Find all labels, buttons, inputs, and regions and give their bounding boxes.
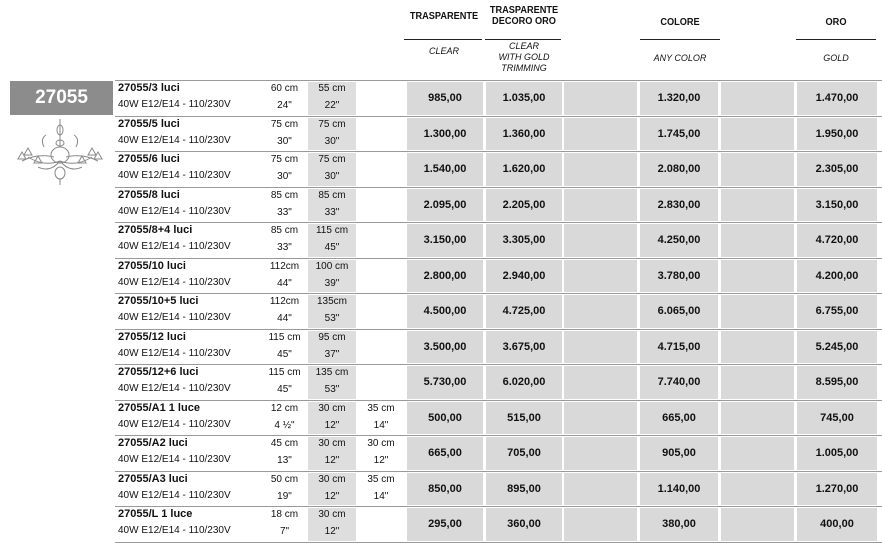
price-gold: 1.270,00 — [815, 483, 859, 495]
model-name: 27055/6 luci — [118, 153, 180, 165]
header-rule-trasparente — [404, 39, 482, 40]
header-rule-colore — [640, 39, 720, 40]
row-separator — [115, 329, 882, 330]
model-name: 27055/10+5 luci — [118, 295, 199, 307]
dim-2-cm: 95 cm — [318, 332, 346, 343]
row-separator — [115, 258, 882, 259]
dim-1-in: 7" — [279, 526, 290, 537]
dim-1-in: 24" — [277, 100, 292, 111]
price-clear-gold: 1.035,00 — [502, 92, 546, 104]
price-cell-bg — [721, 224, 794, 257]
price-any-color: 7.740,00 — [657, 376, 701, 388]
dim-2-in: 33" — [324, 207, 340, 218]
price-clear-gold: 705,00 — [507, 447, 541, 459]
model-name: 27055/A3 luci — [118, 473, 188, 485]
price-any-color: 665,00 — [662, 412, 696, 424]
price-clear-gold: 2.940,00 — [502, 270, 546, 282]
price-clear: 665,00 — [428, 447, 462, 459]
model-name: 27055/A1 1 luce — [118, 402, 200, 414]
row-separator — [115, 471, 882, 472]
model-spec: 40W E12/E14 - 110/230V — [118, 170, 231, 181]
price-cell-bg — [721, 437, 794, 470]
dim-2-in: 12" — [324, 455, 340, 466]
dim-1-cm: 45 cm — [270, 438, 299, 449]
subheader-any-color: ANY COLOR — [653, 53, 707, 63]
price-cell-bg — [564, 437, 637, 470]
dim-2-cm: 75 cm — [318, 154, 346, 165]
dim-1-cm: 115 cm — [268, 367, 301, 378]
row-separator — [115, 435, 882, 436]
price-clear: 2.800,00 — [423, 270, 467, 282]
model-name: 27055/8+4 luci — [118, 224, 193, 236]
dim-3-cm: 35 cm — [367, 474, 395, 485]
price-gold: 1.005,00 — [815, 447, 859, 459]
price-any-color: 905,00 — [662, 447, 696, 459]
dim-1-in: 19" — [277, 491, 292, 502]
dim-2-in: 30" — [324, 136, 340, 147]
dim-1-cm: 112cm — [269, 261, 300, 272]
price-any-color: 3.780,00 — [657, 270, 701, 282]
dim-3-in: 14" — [373, 491, 389, 502]
price-cell-bg — [721, 473, 794, 505]
dim-2-cm: 85 cm — [318, 190, 346, 201]
dim-3-cm: 30 cm — [367, 438, 395, 449]
row-separator — [115, 293, 882, 294]
price-cell-bg — [564, 82, 637, 115]
model-spec: 40W E12/E14 - 110/230V — [118, 277, 231, 288]
dim-1-cm: 112cm — [269, 296, 300, 307]
dim-1-cm: 75 cm — [270, 119, 299, 130]
price-clear: 5.730,00 — [423, 376, 467, 388]
price-gold: 5.245,00 — [815, 341, 859, 353]
price-gold: 3.150,00 — [815, 199, 859, 211]
dim-1-cm: 12 cm — [270, 403, 299, 414]
price-clear: 1.300,00 — [423, 128, 467, 140]
chandelier-image — [14, 117, 106, 189]
price-gold: 1.950,00 — [815, 128, 859, 140]
price-clear: 2.095,00 — [423, 199, 467, 211]
price-any-color: 4.715,00 — [657, 341, 701, 353]
price-cell-bg — [721, 153, 794, 186]
dim-2-cm: 30 cm — [318, 509, 346, 520]
header-decoro-oro-line1: TRASPARENTE — [489, 5, 559, 16]
dim-2-in: 37" — [324, 349, 340, 360]
price-cell-bg — [564, 118, 637, 150]
dim-1-in: 30" — [277, 171, 292, 182]
model-spec: 40W E12/E14 - 110/230V — [118, 490, 231, 501]
price-any-color: 2.830,00 — [657, 199, 701, 211]
header-trasparente: TRASPARENTE — [409, 11, 479, 22]
price-clear-gold: 1.360,00 — [502, 128, 546, 140]
dim-1-in: 45" — [277, 349, 292, 360]
dim-2-cm: 30 cm — [318, 474, 346, 485]
price-cell-bg — [721, 189, 794, 221]
product-code-badge: 27055 — [10, 81, 113, 115]
subheader-clear-gold-1: CLEAR — [508, 41, 539, 51]
header-decoro-oro-line2: DECORO ORO — [492, 16, 556, 27]
price-clear: 1.540,00 — [423, 163, 467, 175]
dim-2-cm: 30 cm — [318, 438, 346, 449]
dim-2-in: 22" — [324, 100, 340, 111]
row-separator — [115, 542, 882, 543]
model-name: 27055/A2 luci — [118, 437, 188, 449]
price-any-color: 1.320,00 — [657, 92, 701, 104]
price-gold: 6.755,00 — [815, 305, 859, 317]
model-name: 27055/8 luci — [118, 189, 180, 201]
dim-3-in: 12" — [373, 455, 389, 466]
model-spec: 40W E12/E14 - 110/230V — [118, 419, 231, 430]
row-separator — [115, 116, 882, 117]
price-cell-bg — [564, 295, 637, 328]
model-spec: 40W E12/E14 - 110/230V — [118, 348, 231, 359]
row-separator — [115, 364, 882, 365]
model-spec: 40W E12/E14 - 110/230V — [118, 312, 231, 323]
price-clear-gold: 4.725,00 — [502, 305, 546, 317]
dim-2-in: 12" — [324, 526, 340, 537]
dim-2-in: 12" — [324, 491, 340, 502]
header-oro: ORO — [825, 17, 847, 28]
model-spec: 40W E12/E14 - 110/230V — [118, 454, 231, 465]
dim-2-in: 30" — [324, 171, 340, 182]
model-name: 27055/12 luci — [118, 331, 186, 343]
price-cell-bg — [721, 508, 794, 541]
dim-3-in: 14" — [373, 420, 389, 431]
price-cell-bg — [564, 189, 637, 221]
dim-1-cm: 50 cm — [270, 474, 299, 485]
price-clear-gold: 6.020,00 — [502, 376, 546, 388]
subheader-clear: CLEAR — [428, 46, 459, 56]
dim-1-cm: 85 cm — [270, 225, 299, 236]
model-spec: 40W E12/E14 - 110/230V — [118, 206, 231, 217]
price-cell-bg — [564, 473, 637, 505]
row-separator — [115, 187, 882, 188]
price-cell-bg — [564, 153, 637, 186]
price-cell-bg — [564, 260, 637, 292]
model-spec: 40W E12/E14 - 110/230V — [118, 383, 231, 394]
dim-2-cm: 75 cm — [318, 119, 346, 130]
dim-2-cm: 30 cm — [318, 403, 346, 414]
dim-1-in: 44" — [277, 278, 292, 289]
price-cell-bg — [564, 331, 637, 363]
dim-1-cm: 75 cm — [270, 154, 299, 165]
price-clear-gold: 360,00 — [507, 518, 541, 530]
price-clear-gold: 515,00 — [507, 412, 541, 424]
model-name: 27055/10 luci — [118, 260, 186, 272]
row-separator — [115, 506, 882, 507]
dim-2-cm: 135 cm — [315, 367, 349, 378]
dim-1-cm: 60 cm — [270, 83, 299, 94]
subheader-clear-gold-3: TRIMMING — [501, 63, 547, 73]
dim-1-in: 13" — [277, 455, 292, 466]
model-spec: 40W E12/E14 - 110/230V — [118, 135, 231, 146]
price-gold: 4.200,00 — [815, 270, 859, 282]
dim-2-cm: 135cm — [316, 296, 347, 307]
price-clear-gold: 3.305,00 — [502, 234, 546, 246]
price-clear-gold: 895,00 — [507, 483, 541, 495]
dim-1-in: 44" — [277, 313, 292, 324]
model-spec: 40W E12/E14 - 110/230V — [118, 241, 231, 252]
dim-1-in: 45" — [277, 384, 292, 395]
model-name: 27055/L 1 luce — [118, 508, 193, 520]
header-colore: COLORE — [660, 17, 700, 28]
price-any-color: 380,00 — [662, 518, 696, 530]
row-separator — [115, 222, 882, 223]
dim-2-in: 53" — [324, 384, 340, 395]
dim-2-cm: 115 cm — [315, 225, 349, 236]
dim-2-in: 12" — [324, 420, 340, 431]
price-cell-bg — [564, 224, 637, 257]
model-spec: 40W E12/E14 - 110/230V — [118, 525, 231, 536]
price-any-color: 1.140,00 — [657, 483, 701, 495]
dim-1-cm: 18 cm — [270, 509, 299, 520]
price-cell-bg — [721, 260, 794, 292]
price-clear: 3.150,00 — [423, 234, 467, 246]
price-cell-bg — [721, 366, 794, 399]
price-clear-gold: 1.620,00 — [502, 163, 546, 175]
price-cell-bg — [564, 366, 637, 399]
subheader-clear-gold-2: WITH GOLD — [498, 52, 550, 62]
price-any-color: 4.250,00 — [657, 234, 701, 246]
price-cell-bg — [721, 118, 794, 150]
dim-3-cm: 35 cm — [367, 403, 395, 414]
row-separator — [115, 151, 882, 152]
price-clear: 850,00 — [428, 483, 462, 495]
price-clear: 295,00 — [428, 518, 462, 530]
price-clear: 985,00 — [428, 92, 462, 104]
price-any-color: 6.065,00 — [657, 305, 701, 317]
price-cell-bg — [721, 295, 794, 328]
price-cell-bg — [564, 402, 637, 434]
header-rule-decoro — [485, 39, 561, 40]
price-clear-gold: 3.675,00 — [502, 341, 546, 353]
dim-2-cm: 55 cm — [318, 83, 346, 94]
dim-1-in: 30" — [277, 136, 292, 147]
price-any-color: 1.745,00 — [657, 128, 701, 140]
model-name: 27055/5 luci — [118, 118, 180, 130]
subheader-gold: GOLD — [823, 53, 849, 63]
price-gold: 400,00 — [820, 518, 854, 530]
price-gold: 4.720,00 — [815, 234, 859, 246]
dim-1-in: 33" — [277, 207, 292, 218]
row-separator — [115, 80, 882, 81]
price-cell-bg — [721, 402, 794, 434]
dim-2-in: 45" — [324, 242, 340, 253]
price-clear: 4.500,00 — [423, 305, 467, 317]
dim-2-cm: 100 cm — [315, 261, 349, 272]
price-cell-bg — [564, 508, 637, 541]
price-clear: 500,00 — [428, 412, 462, 424]
price-gold: 745,00 — [820, 412, 854, 424]
row-separator — [115, 400, 882, 401]
price-gold: 8.595,00 — [815, 376, 859, 388]
price-gold: 2.305,00 — [815, 163, 859, 175]
dim-2-in: 53" — [324, 313, 340, 324]
price-cell-bg — [721, 331, 794, 363]
dim-2-in: 39" — [324, 278, 340, 289]
header-rule-oro — [796, 39, 876, 40]
model-name: 27055/3 luci — [118, 82, 180, 94]
price-clear-gold: 2.205,00 — [502, 199, 546, 211]
model-spec: 40W E12/E14 - 110/230V — [118, 99, 231, 110]
price-gold: 1.470,00 — [815, 92, 859, 104]
dim-1-in: 4 ½" — [274, 420, 295, 431]
dim-1-cm: 85 cm — [270, 190, 299, 201]
model-name: 27055/12+6 luci — [118, 366, 199, 378]
dim-1-cm: 115 cm — [268, 332, 301, 343]
price-cell-bg — [721, 82, 794, 115]
dim-1-in: 33" — [277, 242, 292, 253]
price-any-color: 2.080,00 — [657, 163, 701, 175]
price-clear: 3.500,00 — [423, 341, 467, 353]
